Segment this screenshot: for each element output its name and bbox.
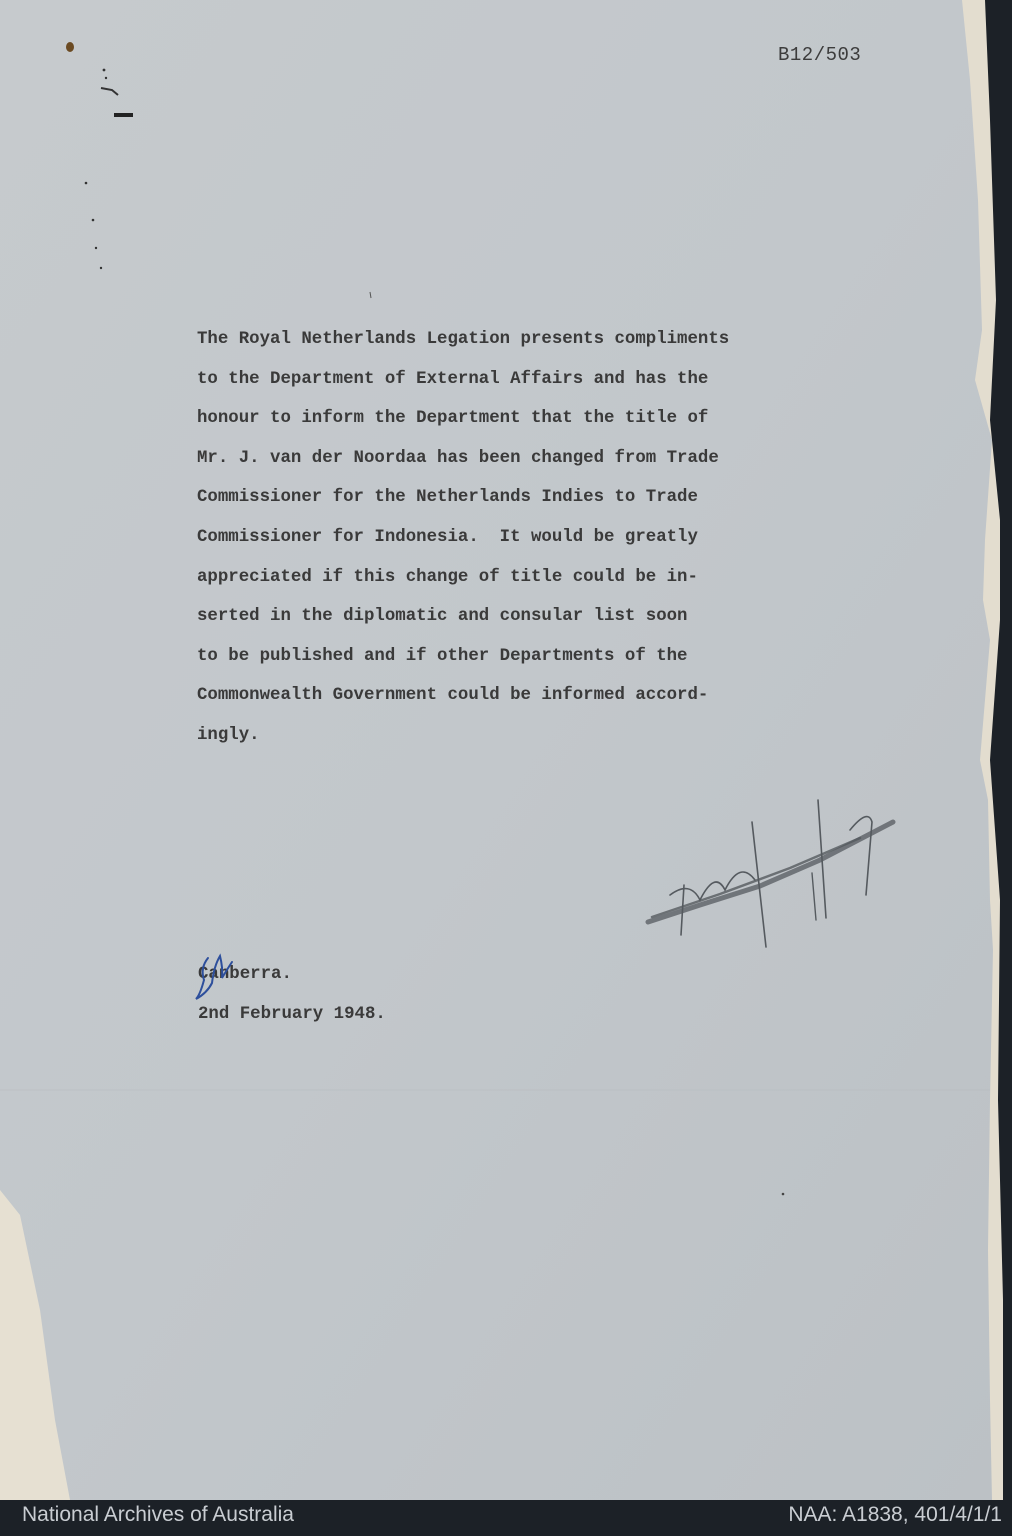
archive-name: National Archives of Australia xyxy=(22,1503,294,1526)
body-line: to be published and if other Departments of the xyxy=(197,646,688,666)
place-line: Canberra. xyxy=(198,965,292,984)
body-line: ingly. xyxy=(197,725,260,745)
body-line: The Royal Netherlands Legation presents compliments xyxy=(197,330,730,349)
archive-footer xyxy=(0,1497,1012,1536)
body-line: Commonwealth Government could be informed accord- xyxy=(197,686,709,706)
body-line: Commissioner for the Netherlands Indies to Trade xyxy=(197,488,698,508)
body-line: Mr. J. van der Noordaa has been changed from Trade xyxy=(197,448,719,468)
body-line: appreciated if this change of title could be in- xyxy=(197,567,698,587)
body-line: to the Department of External Affairs and has the xyxy=(197,369,709,389)
body-line: Commissioner for Indonesia. It would be greatly xyxy=(197,527,698,547)
date-line: 2nd February 1948. xyxy=(198,1004,386,1024)
closing-block xyxy=(198,955,386,1034)
body-line: honour to inform the Department that the title of xyxy=(197,409,709,429)
letter-body xyxy=(197,320,837,756)
archive-citation: NAA: A1838, 401/4/1/1 xyxy=(788,1503,1002,1526)
reference-number: B12/503 xyxy=(778,44,862,66)
body-line: serted in the diplomatic and consular list soon xyxy=(197,607,688,627)
